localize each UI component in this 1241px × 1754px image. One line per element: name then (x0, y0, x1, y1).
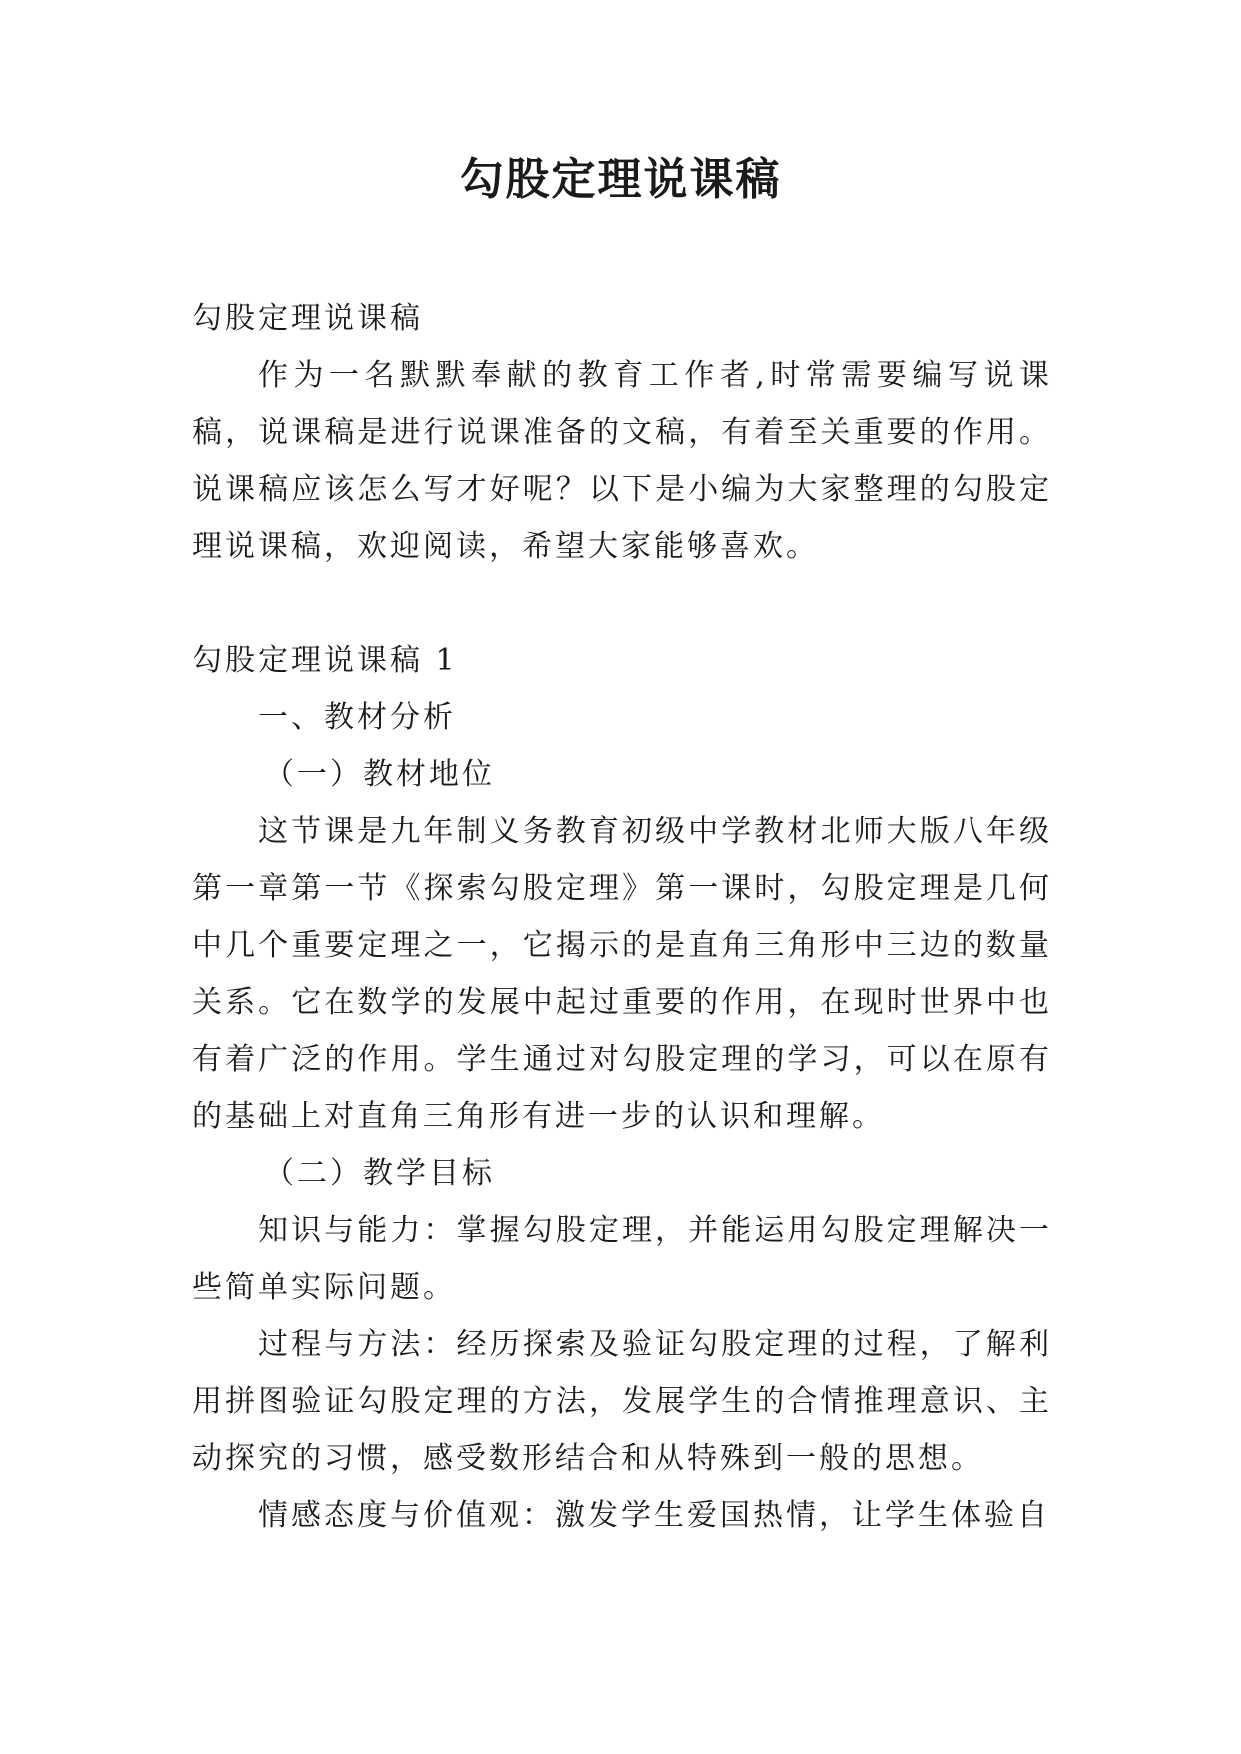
goal-process-paragraph: 过程与方法：经历探索及验证勾股定理的过程，了解利用拼图验证勾股定理的方法，发展学生的合情推理意识、主动探究的习惯，感受数形结合和从特殊到一般的思想。 (192, 1327, 1052, 1476)
subsection-heading-position: （一）教材地位 (264, 757, 495, 792)
intro-paragraph: 作为一名默默奉献的教育工作者,时常需要编写说课稿，说课稿是进行说课准备的文稿，有着至关重要的作用。说课稿应该怎么写才好呢？以下是小编为大家整理的勾股定理说课稿，欢迎阅读，希望大家能够喜欢。 (192, 358, 1052, 564)
section-heading: 勾股定理说课稿 1 (192, 643, 458, 678)
intro-heading: 勾股定理说课稿 (192, 301, 423, 336)
paragraph-spacer (192, 575, 1052, 632)
part-heading: 一、教材分析 (258, 700, 456, 735)
document-body (192, 290, 1052, 1544)
goal-knowledge-paragraph: 知识与能力：掌握勾股定理，并能运用勾股定理解决一些简单实际问题。 (192, 1213, 1052, 1305)
document-title: 勾股定理说课稿 (459, 154, 782, 205)
subsection-paragraph-position: 这节课是九年制义务教育初级中学教材北师大版八年级第一章第一节《探索勾股定理》第一课时，勾股定理是几何中几个重要定理之一，它揭示的是直角三角形中三边的数量关系。它在数学的发展中起过重要的作用，在现时世界中也有着广泛的作用。学生通过对勾股定理的学习，可以在原有的基础上对直角三角形有进一步的认识和理解。 (192, 814, 1052, 1134)
goal-emotion-paragraph: 情感态度与价值观：激发学生爱国热情，让学生体验自 (258, 1498, 1050, 1533)
subsection-heading-goals: （二）教学目标 (264, 1156, 495, 1191)
